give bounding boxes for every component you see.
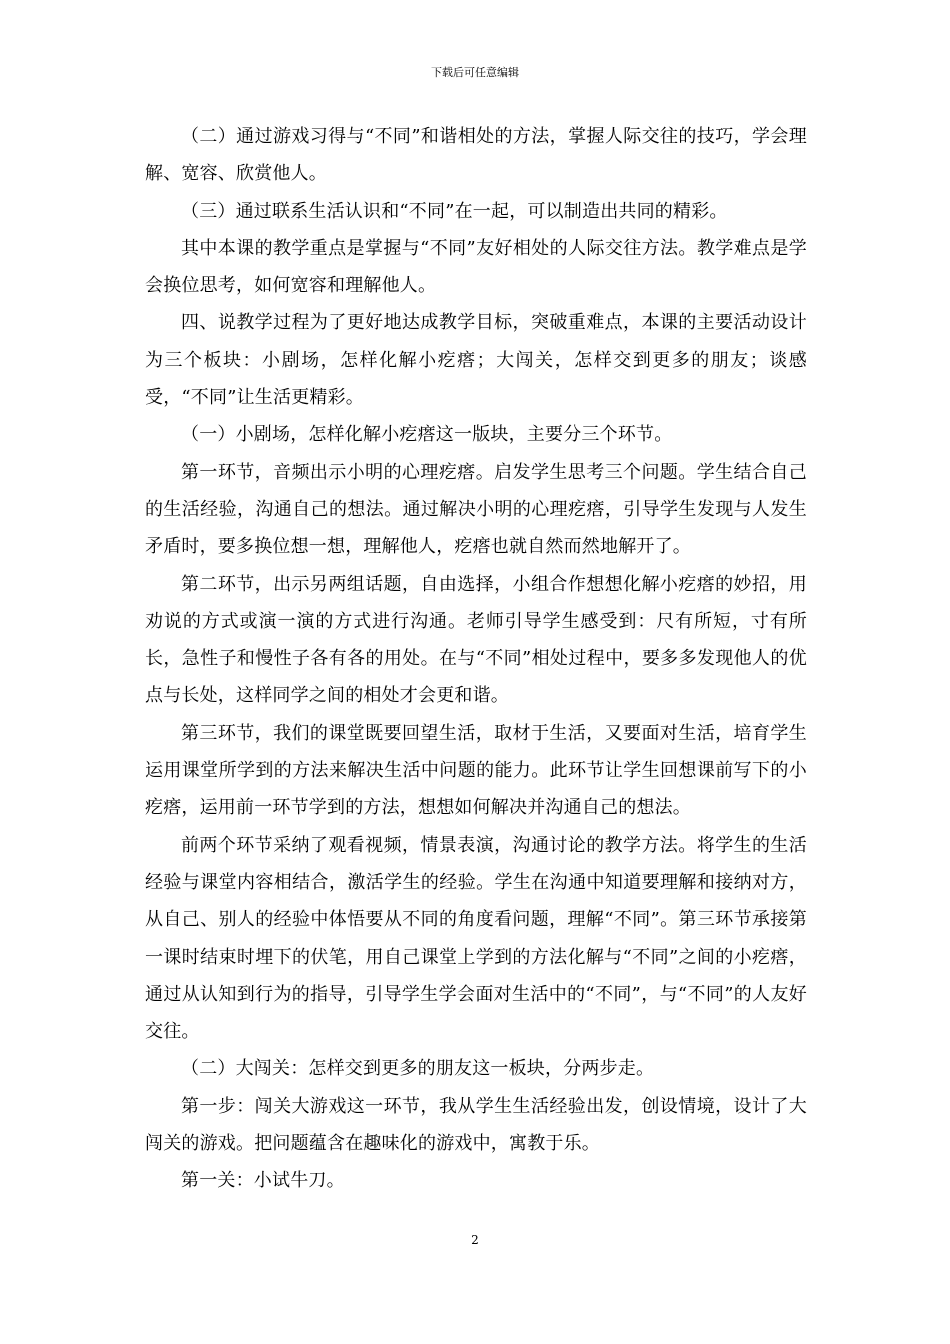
paragraph-goal-two: （二）通过游戏习得与“不同”和谐相处的方法，掌握人际交往的技巧，学会理解、宽容、欣赏他人。 [145,126,807,185]
paragraph-game-step: 第一步：闯关大游戏这一环节，我从学生生活经验出发，创设情境，设计了大闯关的游戏。把问题蕴含在趣味化的游戏中，寓教于乐。 [145,1095,807,1155]
paragraph-section-one: （一）小剧场，怎样化解小疙瘩这一版块，主要分三个环节。 [181,424,673,446]
page-header: 下载后可任意编辑 [431,66,519,79]
paragraph-key-points: 其中本课的教学重点是掌握与“不同”友好相处的人际交往方法。教学难点是学会换位思考，如何宽容和理解他人。 [145,237,807,297]
paragraph-step-one: 第一环节，音频出示小明的心理疙瘩。启发学生思考三个问题。学生结合自己的生活经验，沟通自己的想法。通过解决小明的心理疙瘩，引导学生发现与人发生矛盾时，要多换位想一想，理解他人，疙瘩也就自然而然地解开了。 [145,461,807,558]
paragraph-section-two: （二）大闯关：怎样交到更多的朋友这一板块，分两步走。 [181,1058,655,1080]
paragraph-methods: 前两个环节采纳了观看视频，情景表演，沟通讨论的教学方法。将学生的生活经验与课堂内容相结合，激活学生的经验。学生在沟通中知道要理解和接纳对方，从自己、别人的经验中体悟要从不同的角度看问题，理解“不同”。第三环节承接第一课时结束时埋下的伏笔，用自己课堂上学到的方法化解与“不同”之间的小疙瘩，通过从认知到行为的指导，引导学生学会面对生活中的“不同”，与“不同”的人友好交往。 [145,834,807,1043]
paragraph-teaching-process: 四、说教学过程为了更好地达成教学目标，突破重难点，本课的主要活动设计为三个板块：小剧场，怎样化解小疙瘩；大闯关，怎样交到更多的朋友；谈感受，“不同”让生活更精彩。 [145,312,807,409]
paragraph-step-two: 第二环节，出示另两组话题，自由选择，小组合作想想化解小疙瘩的妙招，用劝说的方式或演一演的方式进行沟通。老师引导学生感受到：尺有所短，寸有所长，急性子和慢性子各有各的用处。在与“不同”相处过程中，要多多发现他人的优点与长处，这样同学之间的相处才会更和谐。 [145,573,807,707]
page-number: 2 [471,1233,479,1247]
paragraph-level-one: 第一关：小试牛刀。 [181,1170,345,1192]
paragraph-step-three: 第三环节，我们的课堂既要回望生活，取材于生活，又要面对生活，培育学生运用课堂所学到的方法来解决生活中问题的能力。此环节让学生回想课前写下的小疙瘩，运用前一环节学到的方法，想想如何解决并沟通自己的想法。 [145,722,807,819]
paragraph-goal-three: （三）通过联系生活认识和“不同”在一起，可以制造出共同的精彩。 [181,200,728,222]
document-body [145,118,807,1200]
